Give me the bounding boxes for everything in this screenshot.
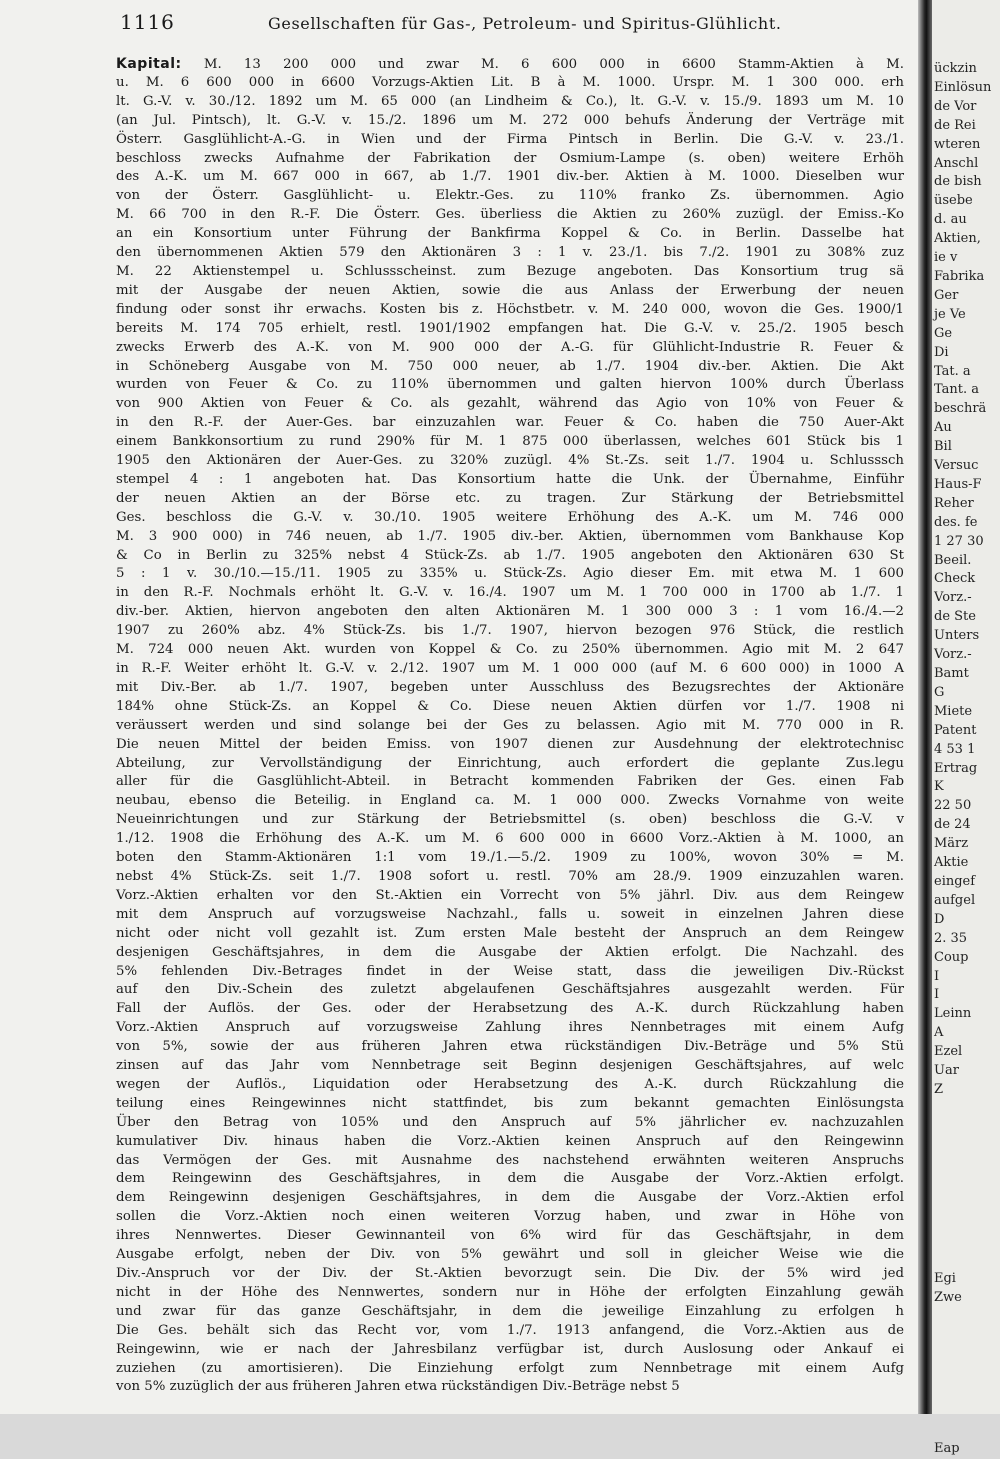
text-line: u. M. 6 600 000 in 6600 Vorzugs-Aktien Lit. B à M. 1000. Urspr. M. 1 300 000. erh — [116, 74, 904, 90]
text-line: (an Jul. Pintsch), lt. G.-V. v. 15./2. 1896 um M. 272 000 behufs Änderung der Verträge mit — [116, 112, 904, 128]
running-head — [120, 6, 910, 36]
facing-fragment: de bish — [934, 174, 982, 190]
facing-fragment: Unters — [934, 628, 980, 644]
facing-fragment: Ge — [934, 325, 953, 341]
facing-fragment — [934, 1138, 1000, 1157]
facing-fragment: Coup — [934, 949, 969, 965]
text-line: 5 : 1 v. 30./10.—15./11. 1905 zu 335% u. Stück-Zs. Agio dieser Em. mit etwa M. 1 600 — [116, 566, 904, 582]
facing-fragment — [934, 1383, 1000, 1402]
facing-fragment — [934, 1346, 1000, 1365]
text-line: einem Bankkonsortium zu rund 290% für M. 1 875 000 überlassen, welches 601 Stück bis 1 — [116, 434, 904, 450]
facing-fragment: Tat. a — [934, 363, 971, 379]
text-line: Über den Betrag von 105% und den Anspruch auf 5% jährlicher ev. nachzuzahlen — [116, 1114, 904, 1130]
text-line: 1907 zu 260% abz. 4% Stück-Zs. bis 1./7. 1907, hiervon bezogen 976 Stück, die restlich — [116, 623, 904, 639]
text-line: mit Div.-Ber. ab 1./7. 1907, begeben unter Ausschluss des Bezugsrechtes der Aktionäre — [116, 679, 904, 695]
page-number: 1116 — [120, 10, 175, 34]
facing-fragment: ückzin — [934, 61, 977, 76]
facing-fragment: Beeil. — [934, 552, 972, 568]
facing-fragment: K — [934, 779, 944, 795]
text-line: in Schöneberg Ausgabe von M. 750 000 neuer, ab 1./7. 1904 div.-ber. Aktien. Die Akt — [116, 358, 904, 374]
text-line: und zwar für das ganze Geschäftsjahr, in dem die jeweilige Einzahlung zu erfolgen h — [116, 1303, 904, 1319]
text-line: von 5% zuzüglich der aus früheren Jahren etwa rückständigen Div.-Beträge nebst 5 — [116, 1379, 680, 1395]
text-line: M. 3 900 000) in 746 neuen, ab 1./7. 1905 div.-ber. Aktien, übernommen vom Bankhause Kop — [116, 528, 904, 544]
text-line: mit der Ausgabe der neuen Aktien, sowie die aus Anlass der Erwerbung der neuen — [116, 282, 904, 298]
body-text — [116, 55, 904, 1397]
facing-fragment: Ertrag — [934, 760, 978, 776]
facing-fragment: 1 27 30 — [934, 533, 984, 549]
facing-fragment: Check — [934, 571, 976, 587]
text-line: des A.-K. um M. 667 000 in 667, ab 1./7. 1901 div.-ber. Aktien à M. 1000. Dieselben wur — [116, 169, 904, 185]
text-line: M. 724 000 neuen Akt. wurden von Koppel & Co. zu 250% übernommen. Agio mit M. 2 647 — [116, 642, 904, 658]
facing-fragment: 4 53 1 — [934, 741, 976, 757]
facing-fragment — [934, 1365, 1000, 1384]
facing-fragment — [934, 1119, 1000, 1138]
facing-fragment: Tant. a — [934, 382, 980, 398]
text-line: Abteilung, zur Vervollständigung der Einrichtung, auch erfordert die geplante Zus.legu — [116, 755, 904, 771]
text-line: Reingewinn, wie er nach der Jahresbilanz verfügbar ist, durch Auslosung oder Ankauf ei — [116, 1341, 904, 1357]
facing-fragment: D — [934, 911, 945, 927]
facing-fragment — [934, 1232, 1000, 1251]
text-line: sollen die Vorz.-Aktien noch einen weiteren Vorzug haben, und zwar in Höhe von — [116, 1209, 904, 1225]
text-line: Neueinrichtungen und zur Stärkung der Betriebsmittel (s. oben) beschloss die G.-V. v — [116, 812, 904, 828]
facing-fragment: des. fe — [934, 514, 978, 530]
facing-fragment: Miete — [934, 703, 973, 719]
text-line: lt. G.-V. v. 30./12. 1892 um M. 65 000 (an Lindheim & Co.), lt. G.-V. v. 15./9. 1893 um M. 10 — [116, 93, 904, 109]
text-line: zuziehen (zu amortisieren). Die Einziehung erfolgt zum Nennbetrage mit einem Aufg — [116, 1360, 904, 1376]
facing-fragment: Vorz.- — [934, 590, 972, 606]
facing-fragment: Patent — [934, 722, 977, 738]
text-line: den übernommenen Aktien 579 den Aktionären 3 : 1 v. 23./1. bis 7./2. 1901 zu 308% zuz — [116, 245, 904, 261]
text-line: auf den Div.-Schein des zuletzt abgelaufenen Geschäftsjahres ausgezahlt werden. Für — [116, 982, 904, 998]
text-line: das Vermögen der Ges. mit Ausnahme des nachstehend erwähnten weiteren Anspruchs — [116, 1152, 904, 1168]
text-line: kumulativer Div. hinaus haben die Vorz.-Aktien keinen Anspruch auf den Reingewinn — [116, 1133, 904, 1149]
text-line: wurden von Feuer & Co. zu 110% übernommen und galten hiervon 100% durch Überlass — [116, 377, 904, 393]
facing-fragment — [934, 1421, 1000, 1440]
text-line: stempel 4 : 1 angeboten hat. Das Konsortium hatte die Unk. der Übernahme, Einführ — [116, 471, 904, 487]
running-head-title: Gesellschaften für Gas-, Petroleum- und Spiritus-Glühlicht. — [268, 14, 782, 33]
text-line: von der Österr. Gasglühlicht- u. Elektr.-Ges. zu 110% franko Zs. übernommen. Agio — [116, 188, 904, 204]
facing-fragment: Einlösun — [934, 79, 992, 95]
text-line: ihres Nennwertes. Dieser Gewinnanteil von 6% wird für das Geschäftsjahr, in dem — [116, 1228, 904, 1244]
facing-fragment: de 24 — [934, 817, 971, 833]
text-line: Österr. Gasglühlicht-A.-G. in Wien und der Firma Pintsch in Berlin. Die G.-V. v. 23./1. — [116, 131, 904, 147]
facing-fragment: d. au — [934, 212, 967, 228]
facing-fragment: Reher — [934, 495, 974, 511]
facing-fragment — [934, 1213, 1000, 1232]
facing-fragment: ie v — [934, 250, 958, 266]
text-line: Vorz.-Aktien Anspruch auf vorzugsweise Zahlung ihres Nennbetrages mit einem Aufg — [116, 1020, 904, 1036]
text-line: M. 66 700 in den R.-F. Die Österr. Ges. überliess die Aktien zu 260% zuzügl. der Emiss.-Ko — [116, 207, 904, 223]
text-line: beschloss zwecks Aufnahme der Fabrikation der Osmium-Lampe (s. oben) weitere Erhöh — [116, 150, 904, 166]
text-line: nicht in der Höhe des Nennwertes, sondern nur in Höhe der erfolgten Einzahlung gewäh — [116, 1284, 904, 1300]
text-line: in den R.-F. der Auer-Ges. bar einzuzahlen war. Feuer & Co. haben die 750 Auer-Akt — [116, 415, 904, 431]
facing-fragment: I — [934, 968, 940, 984]
facing-fragment: Egi — [934, 1271, 956, 1286]
facing-page-fragments — [934, 60, 1000, 1459]
text-line: in den R.-F. Nochmals erhöht lt. G.-V. v. 16./4. 1907 um M. 1 700 000 in 1700 ab 1./7. 1 — [116, 585, 904, 601]
text-line: 5% fehlenden Div.-Betrages findet in der Weise statt, dass die jeweiligen Div.-Rückst — [116, 963, 904, 979]
text-line: Ges. beschloss die G.-V. v. 30./10. 1905 weitere Erhöhung des A.-K. um M. 746 000 — [116, 509, 904, 525]
text-line: boten den Stamm-Aktionären 1:1 vom 19./1.—5./2. 1909 zu 100%, wovon 30% = M. — [116, 850, 904, 866]
text-line: 184% ohne Stück-Zs. an Koppel & Co. Diese neuen Aktien dürfen vor 1./7. 1908 ni — [116, 698, 904, 714]
facing-page-edge — [932, 0, 1000, 1457]
text-line: 1./12. 1908 die Erhöhung des A.-K. um M. 6 600 000 in 6600 Vorz.-Aktien à M. 1000, an — [116, 831, 904, 847]
text-line: teilung eines Reingewinnes nicht stattfindet, bis zum bekannt gemachten Einlösungsta — [116, 1095, 904, 1111]
facing-fragment: Vorz.- — [934, 647, 972, 663]
facing-fragment: eingef — [934, 873, 976, 889]
text-line: findung oder sonst ihr erwachs. Kosten bis z. Höchstbetr. v. M. 240 000, wovon die Ges. 1900/1 — [116, 301, 904, 317]
facing-fragment: wteren — [934, 136, 981, 152]
text-line: nicht oder nicht voll gezahlt ist. Zum ersten Male besteht der Anspruch an dem Reingew — [116, 925, 904, 941]
facing-fragment: de Ste — [934, 609, 976, 625]
text-line: dem Reingewinn des Geschäftsjahres, in dem die Ausgabe der Vorz.-Aktien erfolgt. — [116, 1171, 904, 1187]
facing-fragment: Anschl — [934, 155, 979, 171]
facing-fragment: Haus-F — [934, 476, 982, 492]
facing-fragment: I — [934, 987, 940, 1003]
text-line: mit dem Anspruch auf vorzugsweise Nachzahl., falls u. soweit in einzelnen Jahren diese — [116, 906, 904, 922]
text-line: & Co in Berlin zu 325% nebst 4 Stück-Zs. ab 1./7. 1905 angeboten den Aktionären 630 St — [116, 547, 904, 563]
text-line: Vorz.-Aktien erhalten vor den St.-Aktien ein Vorrecht von 5% jährl. Div. aus dem Reingew — [116, 887, 904, 903]
text-line: veräussert werden und sind solange bei der Ges zu belassen. Agio mit M. 770 000 in R. — [116, 717, 904, 733]
text-line: bereits M. 174 705 erhielt, restl. 1901/1902 empfangen hat. Die G.-V. v. 25./2. 1905 besch — [116, 320, 904, 336]
text-line: Ausgabe erfolgt, neben der Div. von 5% gewährt und soll in gleicher Weise wie die — [116, 1247, 904, 1263]
text-line: desjenigen Geschäftsjahres, in dem die Ausgabe der Aktien erfolgt. Die Nachzahl. des — [116, 944, 904, 960]
facing-fragment: de Vor — [934, 98, 977, 114]
text-line: Die neuen Mittel der beiden Emiss. von 1907 dienen zur Ausdehnung der elektrotechnisc — [116, 736, 904, 752]
lead-label: Kapital: — [116, 56, 182, 72]
text-line: an ein Konsortium unter Führung der Bankfirma Koppel & Co. in Berlin. Dasselbe hat — [116, 226, 904, 242]
facing-fragment: Aktie — [934, 855, 969, 871]
text-line: div.-ber. Aktien, hiervon angeboten den alten Aktionären M. 1 300 000 3 : 1 vom 16./4.—2 — [116, 604, 904, 620]
facing-fragment: Au — [934, 420, 952, 436]
facing-fragment — [934, 1251, 1000, 1270]
text-line: zwecks Erwerb des A.-K. von M. 900 000 der A.-G. für Glühlicht-Industrie R. Feuer & — [116, 339, 904, 355]
facing-fragment — [934, 1402, 1000, 1421]
text-line: in R.-F. Weiter erhöht lt. G.-V. v. 2./12. 1907 um M. 1 000 000 (auf M. 6 600 000) in 1000 A — [116, 661, 904, 676]
facing-fragment: Bamt — [934, 666, 969, 681]
text-line: von 5%, sowie der aus früheren Jahren etwa rückständigen Div.-Beträge und 5% Stü — [116, 1039, 904, 1055]
facing-fragment: 2. 35 — [934, 930, 968, 946]
facing-fragment: aufgel — [934, 892, 976, 908]
facing-fragment: de Rei — [934, 117, 976, 133]
facing-fragment: Ezel — [934, 1044, 963, 1060]
facing-fragment — [934, 1157, 1000, 1176]
facing-fragment: 22 50 — [934, 798, 972, 814]
facing-fragment: Leinn — [934, 1006, 972, 1022]
facing-fragment — [934, 1194, 1000, 1213]
text-line: aller für die Gasglühlicht-Abteil. in Betracht kommenden Fabriken der Ges. einen Fab — [116, 774, 904, 790]
text-line: Kapital: M. 13 200 000 und zwar M. 6 600 000 in 6600 Stamm-Aktien à M. — [116, 56, 904, 72]
text-line: M. 22 Aktienstempel u. Schlussscheinst. zum Bezuge angeboten. Das Konsortium trug sä — [116, 263, 904, 279]
book-gutter — [918, 0, 932, 1414]
text-line: wegen der Auflös., Liquidation oder Herabsetzung des A.-K. durch Rückzahlung die — [116, 1076, 904, 1092]
facing-fragment: Aktien, — [934, 231, 981, 247]
facing-fragment: beschrä — [934, 401, 987, 417]
facing-fragment: G — [934, 684, 945, 700]
text-line: zinsen auf das Jahr vom Nennbetrage seit Beginn desjenigen Geschäftsjahres, auf welc — [116, 1058, 904, 1074]
text-line: der neuen Aktien an der Börse etc. zu tragen. Zur Stärkung der Betriebsmittel — [116, 490, 904, 506]
facing-fragment — [934, 1308, 1000, 1327]
facing-fragment: üsebe — [934, 193, 973, 209]
facing-fragment: Uar — [934, 1063, 959, 1079]
facing-fragment: A — [934, 1025, 944, 1041]
facing-fragment — [934, 1327, 1000, 1346]
facing-fragment: Bil — [934, 439, 952, 455]
facing-fragment: Di — [934, 344, 949, 360]
text-line: dem Reingewinn desjenigen Geschäftsjahres, in dem die Ausgabe der Vorz.-Aktien erfol — [116, 1190, 904, 1206]
facing-fragment — [934, 1100, 1000, 1119]
facing-fragment: Versuc — [934, 458, 979, 474]
facing-fragment: je Ve — [934, 306, 966, 322]
text-line: 1905 den Aktionären der Auer-Ges. zu 320% zuzügl. 4% St.-Zs. seit 1./7. 1904 u. Schlusssch — [116, 453, 904, 469]
facing-fragment: Fabrika — [934, 268, 985, 284]
text-line: Fall der Auflös. der Ges. oder der Herabsetzung des A.-K. durch Rückzahlung haben — [116, 1001, 904, 1017]
facing-fragment: Zwe — [934, 1289, 962, 1305]
facing-fragment: Z — [934, 1081, 944, 1097]
facing-fragment: Ger — [934, 287, 959, 303]
text-line: von 900 Aktien von Feuer & Co. als gezahlt, während das Agio von 10% von Feuer & — [116, 396, 904, 412]
text-line: Die Ges. behält sich das Recht vor, vom 1./7. 1913 anfangend, die Vorz.-Aktien aus de — [116, 1322, 904, 1338]
text-line: neubau, ebenso die Beteilig. in England ca. M. 1 000 000. Zwecks Vornahme von weite — [116, 793, 904, 809]
text-line: Div.-Anspruch vor der Div. der St.-Aktien bevorzugt sein. Die Div. der 5% wird jed — [116, 1266, 904, 1281]
text-line: nebst 4% Stück-Zs. seit 1./7. 1908 sofort u. restl. 70% am 28./9. 1909 einzuzahlen waren. — [116, 868, 904, 884]
facing-fragment — [934, 1175, 1000, 1194]
facing-fragment: Eap — [934, 1441, 960, 1457]
facing-fragment: März — [934, 836, 969, 852]
